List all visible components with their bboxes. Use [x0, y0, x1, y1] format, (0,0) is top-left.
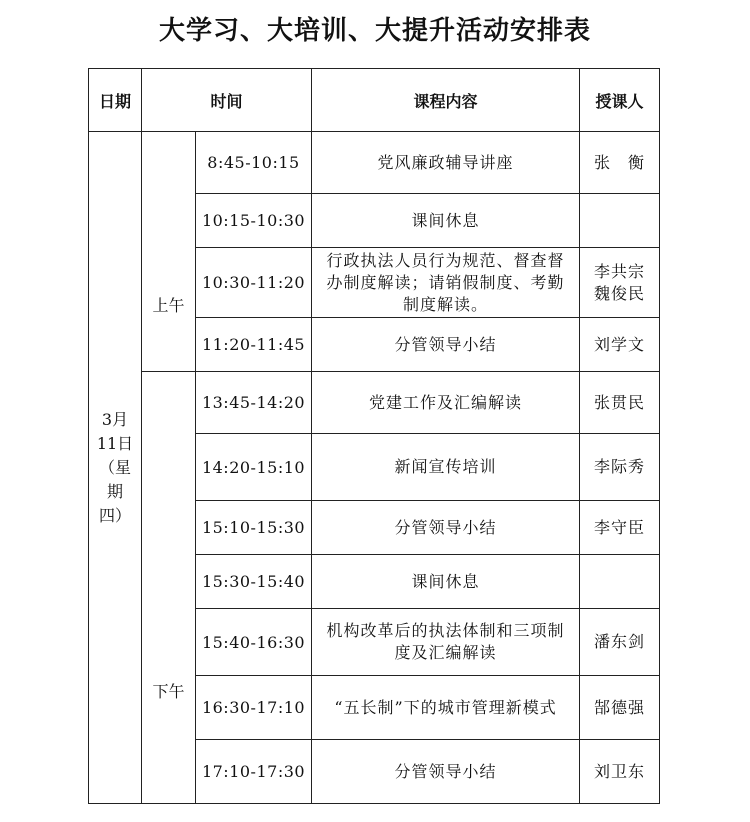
content-cell [312, 318, 580, 372]
date-line: 3月 [101, 409, 129, 429]
content-line: 党建工作及汇编解读 [369, 392, 523, 412]
lecturer-name: 张 衡 [594, 152, 646, 172]
time-cell: 8:45-10:15 [196, 132, 312, 194]
lecturer-name: 郜德强 [594, 697, 646, 717]
content-cell [312, 194, 580, 248]
content-line: 分管领导小结 [394, 334, 497, 354]
content-cell [312, 248, 580, 318]
content-line: 度及汇编解读 [394, 643, 497, 662]
lecturer-name: 潘东剑 [594, 632, 646, 651]
date-cell [89, 132, 142, 804]
date-line: （星 [98, 457, 131, 477]
lecturer-cell [580, 555, 660, 609]
content-line: 机构改革后的执法体制和三项制 [326, 621, 565, 640]
content-cell [312, 501, 580, 555]
schedule-table [88, 68, 660, 804]
content-line: 制度解读。 [403, 294, 489, 314]
lecturer-name: 刘卫东 [594, 761, 646, 781]
content-cell [312, 740, 580, 804]
content-line: 党风廉政辅导讲座 [377, 152, 514, 172]
time-cell: 13:45-14:20 [196, 372, 312, 434]
lecturer-cell [580, 372, 660, 434]
lecturer-name: 魏俊民 [594, 283, 646, 303]
header-row [89, 69, 660, 132]
lecturer-name: 张贯民 [594, 392, 646, 412]
lecturer-cell [580, 676, 660, 740]
content-cell [312, 434, 580, 501]
time-cell: 16:30-17:10 [196, 676, 312, 740]
content-line: 分管领导小结 [394, 761, 497, 781]
lecturer-name: 李守臣 [594, 517, 646, 537]
content-line: 分管领导小结 [394, 517, 497, 537]
content-cell [312, 609, 580, 676]
time-cell: 15:40-16:30 [196, 609, 312, 676]
lecturer-cell [580, 609, 660, 676]
time-cell: 10:30-11:20 [196, 248, 312, 318]
date-line: 11日 [96, 433, 134, 453]
time-cell: 15:30-15:40 [196, 555, 312, 609]
lecturer-cell [580, 194, 660, 248]
lecturer-cell [580, 132, 660, 194]
time-cell: 15:10-15:30 [196, 501, 312, 555]
time-cell: 10:15-10:30 [196, 194, 312, 248]
header-content: 课程内容 [312, 69, 580, 132]
content-line: 课间休息 [411, 571, 480, 591]
session-label: 下午 [152, 681, 185, 701]
header-lecturer: 授课人 [580, 69, 660, 132]
schedule-row [89, 372, 660, 434]
content-line: “五长制”下的城市管理新模式 [334, 697, 557, 717]
page-title: 大学习、大培训、大提升活动安排表 [158, 16, 591, 46]
time-cell: 17:10-17:30 [196, 740, 312, 804]
date-line: 四） [98, 505, 131, 525]
lecturer-cell [580, 248, 660, 318]
lecturer-cell [580, 740, 660, 804]
content-line: 行政执法人员行为规范、督查督 [326, 250, 565, 270]
schedule-row [89, 132, 660, 194]
schedule-body [89, 132, 660, 804]
session-afternoon [142, 372, 196, 804]
session-morning [142, 132, 196, 372]
lecturer-cell [580, 434, 660, 501]
content-line: 课间休息 [411, 210, 480, 230]
header-time: 时间 [142, 69, 312, 132]
content-cell [312, 372, 580, 434]
lecturer-cell [580, 501, 660, 555]
content-cell [312, 555, 580, 609]
content-cell [312, 676, 580, 740]
header-date: 日期 [89, 69, 142, 132]
time-cell: 14:20-15:10 [196, 434, 312, 501]
content-cell [312, 132, 580, 194]
lecturer-name: 刘学文 [594, 334, 646, 354]
content-line: 新闻宣传培训 [394, 457, 497, 476]
lecturer-name: 李际秀 [594, 457, 646, 476]
session-label: 上午 [152, 296, 185, 315]
date-line: 期 [106, 481, 123, 501]
time-cell: 11:20-11:45 [196, 318, 312, 372]
lecturer-cell [580, 318, 660, 372]
lecturer-name: 李共宗 [594, 261, 646, 281]
content-line: 办制度解读；请销假制度、考勤 [326, 272, 565, 292]
